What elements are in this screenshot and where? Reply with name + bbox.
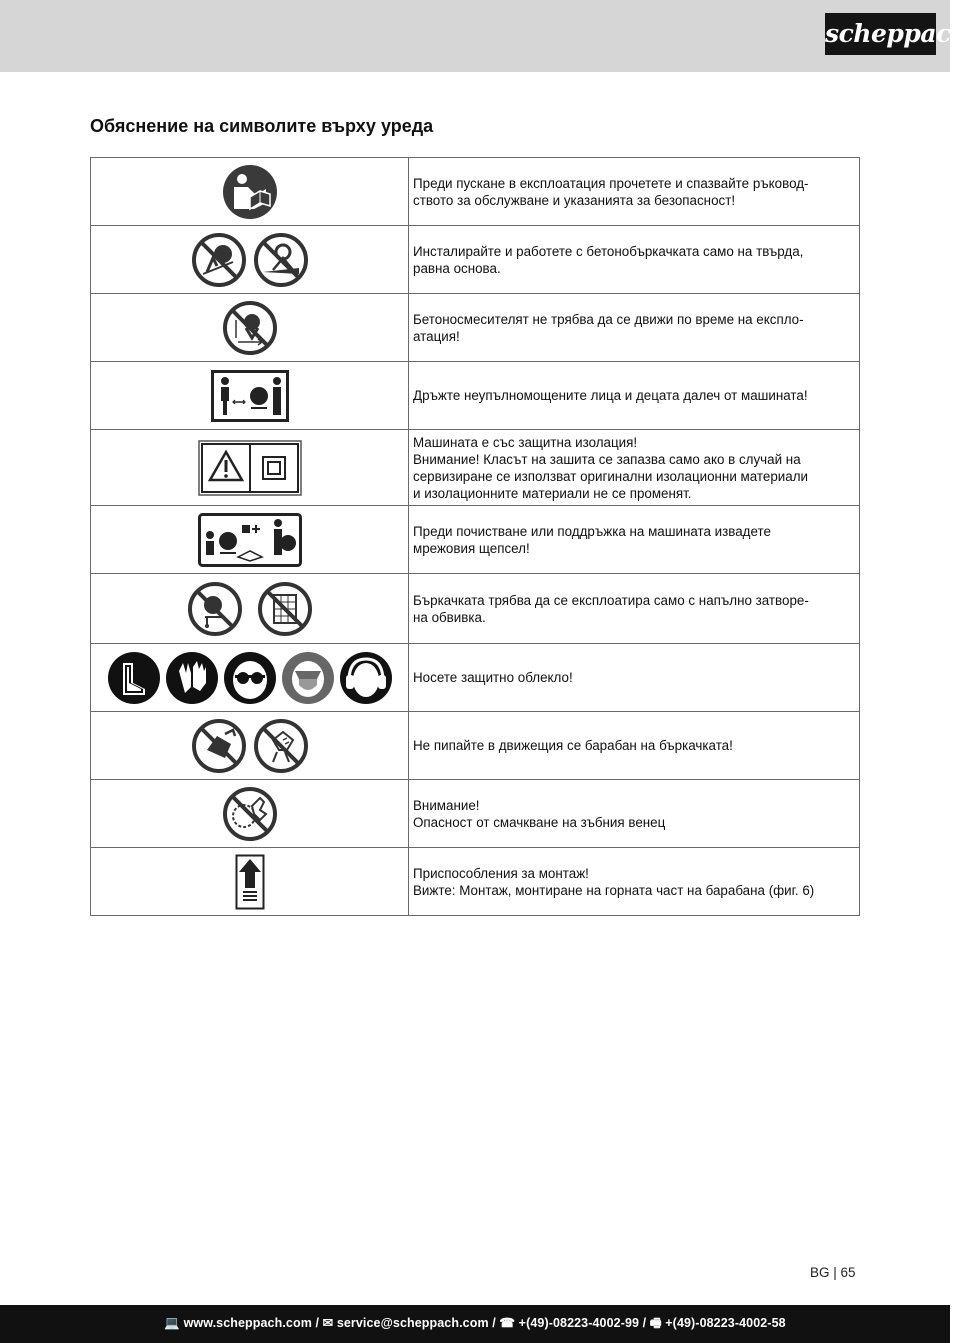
text-cell [409, 574, 860, 644]
description-line: Преди почистване или поддръжка на машината извадете [413, 523, 771, 539]
text-cell [409, 362, 860, 430]
icon-cell [91, 780, 409, 848]
footer-phone: +(49)-08223-4002-99 [518, 1316, 640, 1330]
header-bar [0, 0, 968, 72]
assembly-up-arrow-icon [235, 854, 265, 910]
scheppach-logo: scheppach [825, 13, 936, 55]
description-line: атация! [413, 328, 460, 344]
table-row [91, 294, 860, 362]
protective-insulation-icon [198, 440, 302, 496]
icon-cell [91, 158, 409, 226]
icon-cell [91, 506, 409, 574]
text-cell [409, 158, 860, 226]
description-line: Внимание! Класът на зашита се запазва само ако в случай на [413, 451, 801, 467]
description-line: и изолационните материали не се променят. [413, 485, 692, 501]
table-row [91, 574, 860, 644]
safety-boots-icon [107, 651, 161, 705]
page-number: BG | 65 [810, 1265, 856, 1280]
description-line: Бъркачката трябва да се експлоатира само с напълно затворе- [413, 592, 809, 608]
icon-cell [91, 712, 409, 780]
table-row [91, 712, 860, 780]
description-line: Приспособления за монтаж! [413, 865, 589, 881]
icon-cell [91, 644, 409, 712]
no-hand-in-drum-icon [253, 718, 309, 774]
unplug-before-maintenance-icon [198, 513, 302, 567]
text-cell [409, 430, 860, 506]
table-row [91, 158, 860, 226]
text-cell [409, 226, 860, 294]
description-line: ството за обслужване и указанията за безопасност! [413, 192, 736, 208]
gear-crush-hazard-icon [222, 786, 278, 842]
icon-cell [91, 430, 409, 506]
safety-gloves-icon [165, 651, 219, 705]
table-row [91, 780, 860, 848]
text-cell [409, 780, 860, 848]
text-cell [409, 644, 860, 712]
table-row [91, 430, 860, 506]
dust-mask-icon [281, 651, 335, 705]
description-line: мрежовия щепсел! [413, 540, 530, 556]
description-line: равна основа. [413, 260, 501, 276]
table-row [91, 226, 860, 294]
text-cell [409, 294, 860, 362]
description-line: Машината е със защитна изолация! [413, 434, 638, 450]
description-line: Преди пускане в експлоатация прочетете и спазвайте ръковод- [413, 175, 809, 191]
description-line: сервизиране се използват оригинални изолационни материали [413, 468, 808, 484]
table-row [91, 848, 860, 916]
description-line: Носете защитно облекло! [413, 670, 573, 685]
keep-persons-away-icon [211, 370, 289, 422]
text-cell [409, 506, 860, 574]
icon-cell [91, 574, 409, 644]
description-line: Внимание! [413, 797, 480, 813]
description-line: на обвивка. [413, 609, 486, 625]
description-line: Опасност от смачкване на зъбния венец [413, 814, 666, 830]
icon-cell [91, 226, 409, 294]
table-row [91, 644, 860, 712]
footer-fax: +(49)-08223-4002-58 [665, 1316, 786, 1330]
separator: / [642, 1316, 650, 1330]
text-cell [409, 712, 860, 780]
description-line: Дръжте неупълномощените лица и децата далеч от машината! [413, 388, 808, 403]
icon-cell [91, 848, 409, 916]
no-open-grid-icon [257, 581, 313, 637]
separator: / [492, 1316, 500, 1330]
table-row [91, 362, 860, 430]
read-manual-icon [222, 164, 278, 220]
fax-icon: 🖷 [649, 1316, 662, 1330]
table-row [91, 506, 860, 574]
description-line: Бетоносмесителят не трябва да се движи по време на експло- [413, 311, 804, 327]
no-touching-drum-icon [191, 718, 247, 774]
no-slope-icon [253, 232, 309, 288]
icon-cell [91, 294, 409, 362]
footer-bar [0, 1305, 950, 1343]
description-line: Не пипайте в движещия се барабан на бъркачката! [413, 738, 733, 753]
email-icon: ✉ [322, 1316, 334, 1330]
description-line: Вижте: Монтаж, монтиране на горната част на барабана (фиг. 6) [413, 882, 815, 898]
symbol-table [90, 157, 860, 916]
computer-icon: 💻 [164, 1316, 180, 1330]
footer-email[interactable]: service@scheppach.com [336, 1316, 489, 1330]
text-cell [409, 848, 860, 916]
phone-icon: ☎ [499, 1316, 516, 1330]
page-title: Обяснение на символите върху уреда [90, 116, 434, 136]
no-uneven-ground-icon [191, 232, 247, 288]
no-moving-during-operation-icon [222, 300, 278, 356]
ear-protection-icon [339, 651, 393, 705]
icon-cell [91, 362, 409, 430]
footer-website[interactable]: www.scheppach.com [183, 1316, 312, 1330]
separator: / [315, 1316, 323, 1330]
safety-goggles-icon [223, 651, 277, 705]
no-operation-open-cover-icon [187, 581, 243, 637]
description-line: Инсталирайте и работете с бетонобъркачката само на твърда, [413, 243, 804, 259]
